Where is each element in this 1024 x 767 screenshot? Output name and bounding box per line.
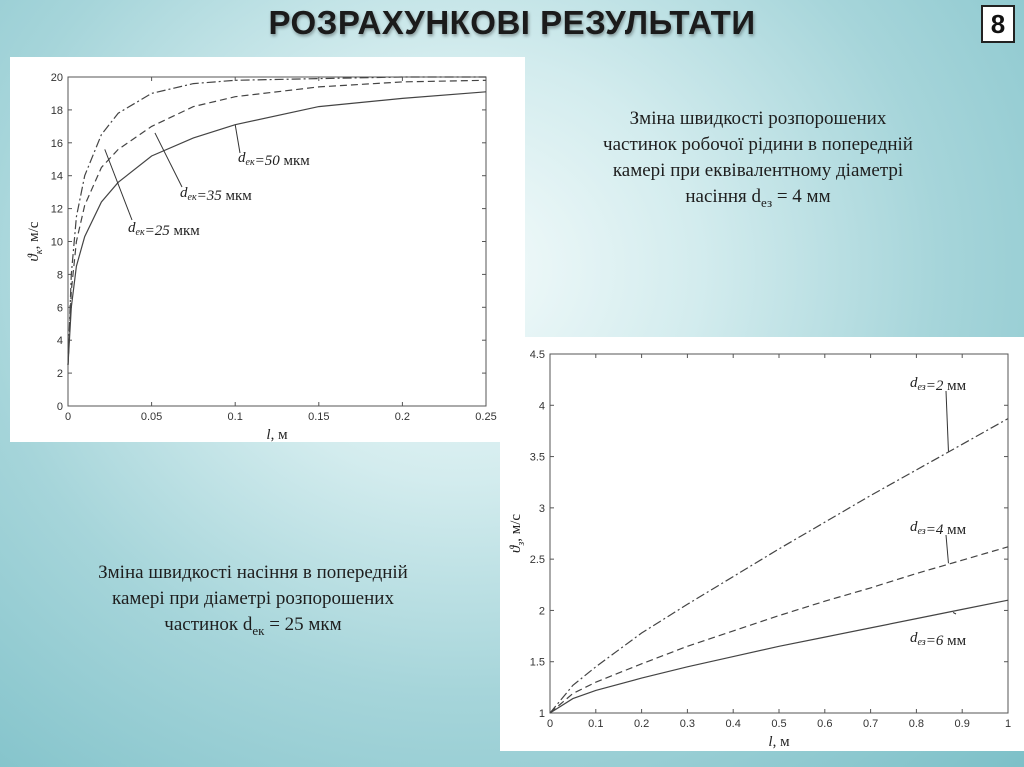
y-tick-label: 4.5 [529, 349, 545, 361]
x-tick-label: 1 [1004, 718, 1012, 730]
y-tick-label: 8 [56, 269, 63, 282]
caption-line [548, 184, 968, 216]
caption-text: = 4 мм [772, 186, 831, 207]
y-tick-label: 20 [50, 72, 63, 84]
x-tick-label: 0.1 [227, 411, 243, 423]
series-line-2 [550, 547, 1008, 713]
y-tick-label: 12 [50, 203, 63, 216]
x-tick-label: 0.8 [908, 718, 925, 730]
x-tick-label: 0.15 [308, 411, 330, 423]
y-tick-label: 16 [50, 137, 63, 150]
y-tick-label: 3.5 [529, 451, 545, 464]
y-tick-label: 10 [50, 236, 63, 249]
x-tick-label: 0.05 [140, 411, 163, 423]
series-line-1 [550, 419, 1008, 713]
series-annotation: $d_{ез}=2$ мм [910, 375, 967, 394]
y-tick-label: 6 [56, 302, 63, 315]
x-axis-label: l, м [266, 427, 288, 442]
y-tick-label: 3 [538, 502, 545, 515]
annotation-leader [155, 133, 182, 187]
x-tick-label: 0.6 [817, 718, 833, 730]
slide-title: РОЗРАХУНКОВІ РЕЗУЛЬТАТИ [268, 4, 756, 41]
y-tick-label: 1.5 [529, 656, 545, 669]
series-annotation: $d_{ез}=6$ мм [910, 630, 967, 649]
chart-panel-seed-velocity [500, 337, 1024, 751]
caption-subscript: ез [761, 194, 773, 210]
caption-line: камері при діаметрі розпорошених [112, 588, 394, 609]
y-axis-label: $ϑ_з$, м/с [508, 513, 527, 554]
caption-text: насіння d [685, 186, 762, 207]
y-tick-label: 4 [538, 400, 545, 413]
annotation-leader [105, 149, 132, 220]
caption-line: Зміна швидкості розпорошених [629, 108, 887, 129]
x-tick-label: 0.2 [394, 411, 411, 423]
series-line-3 [550, 600, 1008, 713]
chart-panel-particle-velocity [10, 57, 525, 442]
caption-seed-velocity [28, 560, 478, 644]
caption-text: = 25 мкм [264, 614, 342, 635]
caption-text: частинок d [164, 614, 253, 635]
x-tick-label: 0.1 [588, 718, 604, 730]
x-tick-label: 0.4 [725, 718, 741, 730]
caption-line [28, 612, 478, 644]
x-tick-label: 0.9 [954, 718, 970, 730]
y-tick-label: 14 [50, 170, 63, 183]
x-tick-label: 0.3 [679, 718, 696, 730]
y-axis-label: $ϑ_к$, м/с [26, 221, 45, 262]
particle-velocity-chart [10, 57, 525, 442]
seed-velocity-chart [500, 337, 1024, 751]
x-tick-label: 0.7 [862, 718, 879, 730]
annotation-leader [953, 612, 956, 614]
annotation-leader [946, 391, 948, 451]
y-tick-label: 0 [56, 401, 63, 413]
caption-line: частинок робочої рідини в попередній [603, 134, 913, 155]
series-annotation: $d_{ек}=25$ мкм [128, 220, 200, 239]
y-tick-label: 2 [538, 605, 545, 618]
y-tick-label: 1 [538, 708, 545, 720]
series-annotation: $d_{ек}=35$ мкм [180, 185, 252, 204]
caption-subscript: ек [252, 622, 265, 638]
x-tick-label: 0.2 [633, 718, 650, 730]
y-tick-label: 2 [56, 368, 63, 381]
series-annotation: $d_{ек}=50$ мкм [238, 150, 310, 169]
series-annotation: $d_{ез}=4$ мм [910, 519, 967, 538]
x-tick-label: 0.25 [475, 411, 497, 423]
y-tick-label: 2.5 [529, 554, 545, 567]
caption-particle-velocity [548, 106, 968, 216]
x-tick-label: 0 [546, 718, 554, 730]
caption-line: камері при еквівалентному діаметрі [612, 160, 904, 181]
annotation-leader [946, 535, 948, 563]
annotation-leader [235, 125, 240, 153]
y-tick-label: 18 [50, 104, 63, 117]
caption-line: Зміна швидкості насіння в попередній [98, 562, 408, 583]
plot-frame [68, 77, 486, 406]
x-axis-label: l, м [768, 734, 790, 750]
x-tick-label: 0 [64, 411, 72, 423]
slide-number: 8 [981, 5, 1015, 43]
y-tick-label: 4 [56, 335, 63, 348]
x-tick-label: 0.5 [771, 718, 787, 730]
